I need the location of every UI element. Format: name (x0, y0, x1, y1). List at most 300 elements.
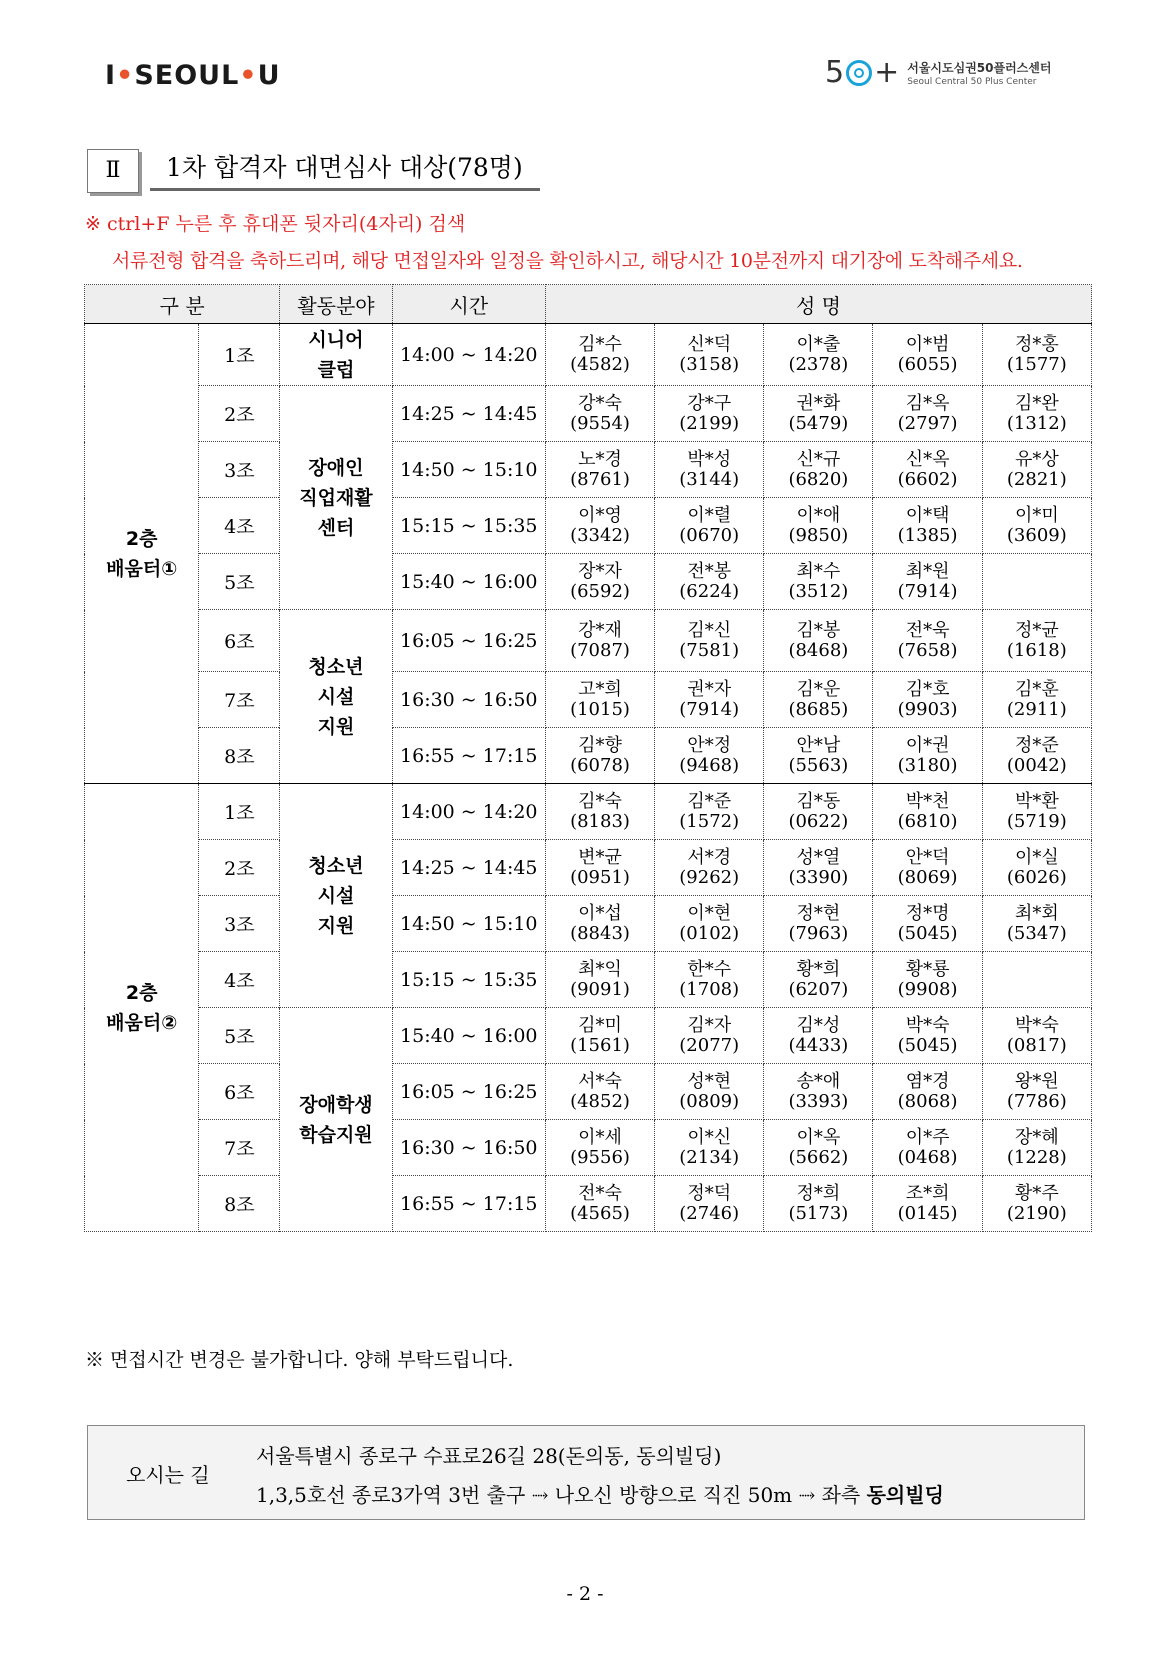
header-division: 구 분 (85, 285, 280, 324)
person-cell (764, 672, 873, 728)
person-name: 이*실 (1014, 846, 1059, 868)
person-name: 강*재 (578, 619, 622, 641)
table-row (85, 1176, 1092, 1232)
person-name: 강*구 (687, 392, 732, 414)
person-cell (655, 442, 764, 498)
person-cell (545, 952, 654, 1008)
phone-digits: (0468) (897, 1146, 958, 1168)
phone-digits: (2134) (679, 1146, 740, 1168)
person-name: 성*열 (796, 846, 841, 868)
time-slot: 14:50 ~ 15:10 (392, 896, 545, 952)
person-name: 최*원 (905, 560, 950, 582)
phone-digits: (9262) (679, 866, 740, 888)
person-name: 이*출 (796, 333, 841, 355)
person-cell (982, 1120, 1091, 1176)
person-name: 정*준 (1014, 734, 1059, 756)
person-name: 최*익 (578, 958, 622, 980)
person-cell (655, 1064, 764, 1120)
person-name: 김*훈 (1014, 678, 1059, 700)
person-cell (982, 324, 1091, 386)
person-name: 강*숙 (578, 392, 622, 414)
phone-digits: (5563) (788, 754, 849, 776)
group-label: 5조 (199, 1008, 280, 1064)
table-row (85, 1064, 1092, 1120)
phone-digits: (2797) (897, 412, 958, 434)
person-name: 변*균 (578, 846, 622, 868)
person-name: 신*규 (796, 448, 841, 470)
phone-digits: (8069) (897, 866, 958, 888)
phone-digits: (7087) (570, 639, 630, 661)
phone-digits: (9091) (570, 978, 630, 1000)
person-cell (873, 1008, 982, 1064)
person-name: 박*성 (687, 448, 732, 470)
phone-digits: (4852) (570, 1090, 630, 1112)
person-cell (764, 896, 873, 952)
person-cell (873, 840, 982, 896)
time-slot: 14:25 ~ 14:45 (392, 840, 545, 896)
person-name: 최*수 (796, 560, 841, 582)
person-cell (873, 952, 982, 1008)
person-name: 성*현 (687, 1070, 732, 1092)
person-cell (545, 672, 654, 728)
phone-digits: (4582) (570, 353, 630, 375)
person-cell (764, 442, 873, 498)
section-number: Ⅱ (87, 149, 139, 193)
person-name: 박*환 (1014, 790, 1059, 812)
time-slot: 15:40 ~ 16:00 (392, 554, 545, 610)
phone-digits: (6078) (570, 754, 630, 776)
phone-digits: (6820) (788, 468, 849, 490)
person-cell (982, 610, 1091, 672)
person-cell (873, 610, 982, 672)
i-seoul-u-logo: I•SEOUL•U (105, 60, 281, 91)
person-name: 이*렬 (687, 504, 732, 526)
person-name: 이*영 (578, 504, 622, 526)
directions-box (87, 1425, 1085, 1520)
person-cell (873, 498, 982, 554)
phone-digits: (6602) (897, 468, 958, 490)
person-name: 김*자 (687, 1014, 732, 1036)
person-name: 김*완 (1014, 392, 1059, 414)
phone-digits: (1228) (1006, 1146, 1067, 1168)
phone-digits: (2190) (1006, 1202, 1067, 1224)
table-row (85, 386, 1092, 442)
group-label: 7조 (199, 672, 280, 728)
phone-digits: (0042) (1006, 754, 1067, 776)
person-cell (655, 1176, 764, 1232)
table-row (85, 610, 1092, 672)
group-label: 2조 (199, 840, 280, 896)
floor-label: 2층 배움터① (85, 324, 199, 784)
person-cell (982, 386, 1091, 442)
phone-digits: (9554) (570, 412, 630, 434)
person-cell (764, 1064, 873, 1120)
directions-address: 서울특별시 종로구 수표로26길 28(돈의동, 동의빌딩) (256, 1444, 722, 1468)
phone-digits: (1385) (897, 524, 958, 546)
group-label: 5조 (199, 554, 280, 610)
table-row (85, 554, 1092, 610)
phone-digits: (3180) (897, 754, 958, 776)
person-name: 정*균 (1014, 619, 1059, 641)
person-name: 조*희 (905, 1182, 950, 1204)
person-name: 권*화 (796, 392, 841, 414)
person-cell (764, 498, 873, 554)
person-cell (873, 554, 982, 610)
phone-digits: (0817) (1006, 1034, 1067, 1056)
person-cell (873, 1176, 982, 1232)
phone-digits: (8183) (570, 810, 630, 832)
phone-digits: (1015) (570, 698, 630, 720)
person-cell (982, 1008, 1091, 1064)
person-name: 김*성 (796, 1014, 841, 1036)
group-label: 1조 (199, 324, 280, 386)
person-name: 안*남 (796, 734, 841, 756)
person-cell (873, 324, 982, 386)
time-slot: 15:15 ~ 15:35 (392, 952, 545, 1008)
table-row (85, 728, 1092, 784)
phone-digits: (2821) (1006, 468, 1067, 490)
phone-digits: (1572) (679, 810, 740, 832)
person-cell (982, 672, 1091, 728)
time-slot: 16:05 ~ 16:25 (392, 610, 545, 672)
person-cell (545, 610, 654, 672)
person-cell (982, 498, 1091, 554)
activity-field: 청소년 시설 지원 (280, 610, 392, 784)
phone-digits: (1312) (1006, 412, 1067, 434)
person-name: 이*현 (687, 902, 732, 924)
person-cell (764, 1120, 873, 1176)
phone-digits: (6026) (1006, 866, 1067, 888)
person-name: 정*홍 (1014, 333, 1059, 355)
person-name: 김*신 (687, 619, 732, 641)
person-name: 최*회 (1014, 902, 1059, 924)
person-name: 전*숙 (578, 1182, 622, 1204)
person-cell (545, 324, 654, 386)
phone-digits: (3512) (788, 580, 849, 602)
person-cell (655, 840, 764, 896)
phone-digits: (9850) (788, 524, 849, 546)
person-cell (545, 1008, 654, 1064)
person-cell (873, 896, 982, 952)
time-slot: 16:30 ~ 16:50 (392, 672, 545, 728)
person-cell (982, 784, 1091, 840)
person-cell (545, 896, 654, 952)
phone-digits: (6207) (788, 978, 849, 1000)
person-name: 전*욱 (905, 619, 950, 641)
table-header-row (85, 285, 1092, 324)
phone-digits: (5347) (1006, 922, 1067, 944)
person-name: 이*신 (687, 1126, 732, 1148)
phone-digits: (0102) (679, 922, 740, 944)
person-name: 김*숙 (578, 790, 622, 812)
table-row (85, 1120, 1092, 1176)
directions-route: 1,3,5호선 종로3가역 3번 출구 ⤑ 나오신 방향으로 직진 50m ⤑ 좌측 동의빌딩 (256, 1483, 944, 1507)
phone-digits: (5045) (897, 922, 958, 944)
group-label: 4조 (199, 498, 280, 554)
person-cell (545, 1120, 654, 1176)
person-name: 고*희 (578, 678, 622, 700)
person-cell (764, 784, 873, 840)
person-cell (982, 1176, 1091, 1232)
phone-digits: (1577) (1006, 353, 1067, 375)
person-cell (545, 442, 654, 498)
person-name: 김*운 (796, 678, 841, 700)
person-name: 이*주 (905, 1126, 950, 1148)
person-cell (873, 728, 982, 784)
person-cell (545, 784, 654, 840)
group-label: 4조 (199, 952, 280, 1008)
group-label: 8조 (199, 1176, 280, 1232)
group-label: 2조 (199, 386, 280, 442)
person-name: 정*현 (796, 902, 841, 924)
table-row (85, 952, 1092, 1008)
phone-digits: (5479) (788, 412, 849, 434)
table-row (85, 784, 1092, 840)
phone-digits: (6224) (679, 580, 740, 602)
phone-digits: (8761) (570, 468, 630, 490)
phone-digits: (5173) (788, 1202, 849, 1224)
person-cell (655, 554, 764, 610)
person-name: 김*준 (687, 790, 732, 812)
person-cell (545, 386, 654, 442)
time-slot: 14:50 ~ 15:10 (392, 442, 545, 498)
phone-digits: (6592) (570, 580, 630, 602)
floor-label: 2층 배움터② (85, 784, 199, 1232)
header-field: 활동분야 (280, 285, 392, 324)
page-number: - 2 - (566, 1583, 604, 1605)
table-row (85, 1008, 1092, 1064)
activity-field: 시니어 클럽 (280, 324, 392, 386)
person-cell (764, 1008, 873, 1064)
person-name: 이*미 (1014, 504, 1059, 526)
person-cell (982, 554, 1091, 610)
phone-digits: (8068) (897, 1090, 958, 1112)
group-label: 6조 (199, 1064, 280, 1120)
search-instruction: ※ ctrl+F 누른 후 휴대폰 뒷자리(4자리) 검색 (85, 213, 466, 235)
time-slot: 16:55 ~ 17:15 (392, 1176, 545, 1232)
person-name: 이*권 (905, 734, 950, 756)
table-row (85, 442, 1092, 498)
person-cell (764, 952, 873, 1008)
phone-digits: (2378) (788, 353, 849, 375)
phone-digits: (2911) (1006, 698, 1067, 720)
time-slot: 16:55 ~ 17:15 (392, 728, 545, 784)
person-name: 이*범 (905, 333, 950, 355)
person-name: 신*옥 (905, 448, 950, 470)
person-cell (545, 1064, 654, 1120)
person-cell (655, 386, 764, 442)
table-row (85, 896, 1092, 952)
person-cell (982, 728, 1091, 784)
person-cell (545, 498, 654, 554)
person-name: 김*옥 (905, 392, 950, 414)
phone-digits: (2199) (679, 412, 740, 434)
person-name: 김*봉 (796, 619, 841, 641)
activity-field: 청소년 시설 지원 (280, 784, 392, 1008)
person-name: 서*경 (687, 846, 732, 868)
person-name: 한*수 (687, 958, 732, 980)
phone-digits: (7914) (679, 698, 740, 720)
phone-digits: (3144) (679, 468, 740, 490)
person-name: 이*섭 (578, 902, 622, 924)
person-cell (873, 1120, 982, 1176)
phone-digits: (0622) (788, 810, 849, 832)
header-names: 성 명 (545, 285, 1091, 324)
congrats-note: 서류전형 합격을 축하드리며, 해당 면접일자와 일정을 확인하시고, 해당시간 10분전까지 대기장에 도착해주세요. (112, 250, 1023, 272)
person-cell (545, 840, 654, 896)
phone-digits: (7658) (897, 639, 958, 661)
person-name: 안*덕 (905, 846, 950, 868)
person-name: 이*애 (796, 504, 841, 526)
person-name: 장*혜 (1014, 1126, 1059, 1148)
person-name: 김*동 (796, 790, 841, 812)
person-cell (545, 554, 654, 610)
activity-field: 장애인 직업재활 센터 (280, 386, 392, 610)
person-name: 장*자 (578, 560, 622, 582)
person-name: 안*정 (687, 734, 732, 756)
phone-digits: (7581) (679, 639, 740, 661)
interview-schedule-table (84, 284, 1092, 1232)
table-row (85, 324, 1092, 386)
phone-digits: (2746) (679, 1202, 740, 1224)
phone-digits: (1561) (570, 1034, 630, 1056)
person-cell (655, 896, 764, 952)
person-name: 김*미 (578, 1014, 622, 1036)
person-cell (655, 610, 764, 672)
person-cell (764, 1176, 873, 1232)
phone-digits: (2077) (679, 1034, 740, 1056)
person-cell (545, 1176, 654, 1232)
phone-digits: (7914) (897, 580, 958, 602)
person-name: 신*덕 (687, 333, 732, 355)
person-name: 왕*원 (1014, 1070, 1059, 1092)
person-name: 유*상 (1014, 448, 1059, 470)
phone-digits: (5662) (788, 1146, 849, 1168)
time-slot: 14:00 ~ 14:20 (392, 784, 545, 840)
person-cell (873, 672, 982, 728)
person-name: 김*향 (578, 734, 622, 756)
person-cell (982, 952, 1091, 1008)
person-cell (764, 728, 873, 784)
phone-digits: (0809) (679, 1090, 740, 1112)
table-row (85, 840, 1092, 896)
person-cell (655, 324, 764, 386)
directions-label: 오시는 길 (126, 1463, 210, 1487)
phone-digits: (3158) (679, 353, 740, 375)
person-cell (764, 610, 873, 672)
seoul-50plus-logo: 5 + 서울시도심권50플러스센터 Seoul Central 50 Plus Center (825, 55, 1052, 90)
phone-digits: (9908) (897, 978, 958, 1000)
person-name: 이*세 (578, 1126, 622, 1148)
group-label: 7조 (199, 1120, 280, 1176)
person-name: 노*경 (578, 448, 622, 470)
group-label: 6조 (199, 610, 280, 672)
phone-digits: (3342) (570, 524, 630, 546)
person-name: 황*주 (1014, 1182, 1059, 1204)
person-name: 서*숙 (578, 1070, 622, 1092)
phone-digits: (7963) (788, 922, 849, 944)
person-cell (655, 952, 764, 1008)
ring-icon (846, 60, 872, 86)
person-cell (982, 896, 1091, 952)
table-row (85, 498, 1092, 554)
phone-digits: (9468) (679, 754, 740, 776)
person-name: 염*경 (905, 1070, 950, 1092)
header-time: 시간 (392, 285, 545, 324)
phone-digits: (4433) (788, 1034, 849, 1056)
time-slot: 16:05 ~ 16:25 (392, 1064, 545, 1120)
phone-digits: (3393) (788, 1090, 849, 1112)
group-label: 3조 (199, 442, 280, 498)
phone-digits: (8685) (788, 698, 849, 720)
table-row (85, 672, 1092, 728)
time-slot: 14:00 ~ 14:20 (392, 324, 545, 386)
group-label: 1조 (199, 784, 280, 840)
person-name: 정*명 (905, 902, 950, 924)
person-name: 박*숙 (905, 1014, 950, 1036)
person-name: 박*숙 (1014, 1014, 1059, 1036)
person-cell (655, 728, 764, 784)
phone-digits: (8468) (788, 639, 849, 661)
section-title: 1차 합격자 대면심사 대상(78명) (150, 148, 540, 191)
phone-digits: (1618) (1006, 639, 1067, 661)
phone-digits: (5719) (1006, 810, 1067, 832)
phone-digits: (0951) (570, 866, 630, 888)
person-cell (873, 784, 982, 840)
person-cell (764, 386, 873, 442)
phone-digits: (5045) (897, 1034, 958, 1056)
footer-note: ※ 면접시간 변경은 불가합니다. 양해 부탁드립니다. (85, 1349, 514, 1371)
person-cell (655, 498, 764, 554)
phone-digits: (6055) (897, 353, 958, 375)
person-cell (764, 324, 873, 386)
person-cell (655, 784, 764, 840)
group-label: 8조 (199, 728, 280, 784)
time-slot: 15:15 ~ 15:35 (392, 498, 545, 554)
person-cell (982, 840, 1091, 896)
person-name: 정*희 (796, 1182, 841, 1204)
phone-digits: (1708) (679, 978, 740, 1000)
person-cell (655, 672, 764, 728)
phone-digits: (0670) (679, 524, 740, 546)
person-name: 권*자 (687, 678, 732, 700)
activity-field: 장애학생 학습지원 (280, 1008, 392, 1232)
person-name: 전*봉 (687, 560, 732, 582)
person-cell (545, 728, 654, 784)
group-label: 3조 (199, 896, 280, 952)
person-cell (982, 1064, 1091, 1120)
phone-digits: (7786) (1006, 1090, 1067, 1112)
person-name: 정*덕 (687, 1182, 732, 1204)
person-cell (873, 386, 982, 442)
person-name: 황*희 (796, 958, 841, 980)
person-name: 황*룡 (905, 958, 950, 980)
phone-digits: (9903) (897, 698, 958, 720)
person-name: 김*호 (905, 678, 950, 700)
phone-digits: (0145) (897, 1202, 958, 1224)
person-cell (982, 442, 1091, 498)
person-cell (764, 554, 873, 610)
phone-digits: (8843) (570, 922, 630, 944)
person-cell (764, 840, 873, 896)
person-cell (655, 1008, 764, 1064)
person-name: 이*택 (905, 504, 950, 526)
person-name: 이*옥 (796, 1126, 841, 1148)
time-slot: 16:30 ~ 16:50 (392, 1120, 545, 1176)
phone-digits: (3390) (788, 866, 849, 888)
person-name: 김*수 (578, 333, 622, 355)
person-name: 박*천 (905, 790, 950, 812)
